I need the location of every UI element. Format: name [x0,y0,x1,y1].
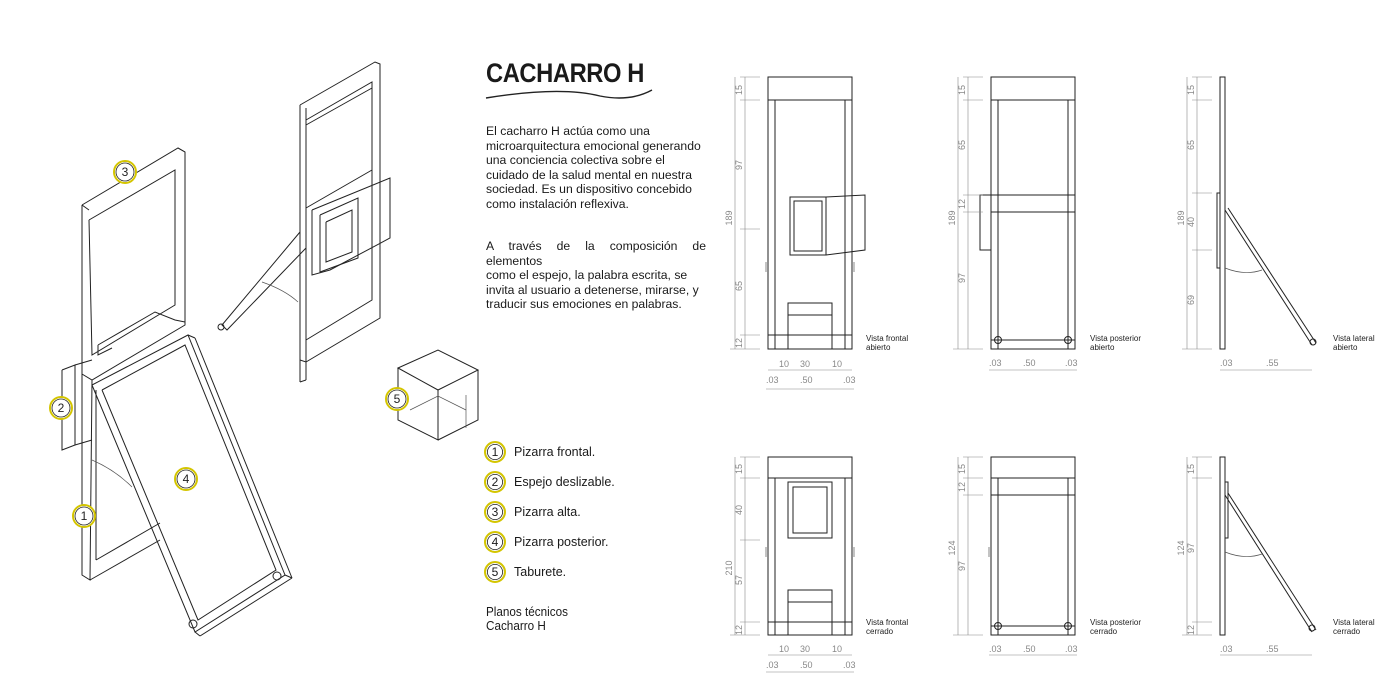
view-front-closed [766,457,854,635]
title-underline [486,90,652,98]
dim-bc-2: 124 [947,540,957,556]
dim-bc-3: 97 [957,560,967,572]
dims-back-closed [947,457,1141,655]
dim-fc-3: 57 [734,574,744,586]
label-bc-2: cerrado [1090,627,1118,636]
view-back-closed [989,457,1075,635]
planos-line-1: Planos técnicos [486,604,568,619]
view-front-open [766,77,865,349]
callout-3-text: 3 [121,165,129,179]
p1-line: microarquitectura emocional generando [486,138,701,153]
assembly-open-iso [62,148,292,636]
description-paragraph-1 [486,124,706,212]
dim-fc-4: 12 [734,624,744,636]
dims-side-closed [1176,457,1375,655]
p2-line: invita al usuario a detenerse, mirarse, y [486,282,699,297]
p1-line: cuidado de la salud mental en nuestra [486,167,692,182]
dim-sc-3: 12 [1186,624,1196,636]
dims-front-open [724,77,908,389]
dim-so-0: 15 [1186,84,1196,96]
p1-line: como instalación reflexiva. [486,196,629,211]
p2-line: A través de la composición de elementos [486,239,706,268]
callout-4-text: 4 [182,472,190,486]
dim-so-h1: .55 [1266,358,1279,368]
callout-5-text: 5 [393,392,401,406]
dim-fc-h2: 10 [832,644,843,654]
dim-fo-2: 189 [724,210,734,226]
dim-fo-b0: .03 [766,375,779,385]
dim-bo-2: 12 [957,198,967,210]
planos-caption [486,605,568,633]
callout-1-text: 1 [80,509,88,523]
dim-sc-h1: .55 [1266,644,1279,654]
stool-iso [398,350,478,440]
page-title: CACHARRO H [486,58,644,88]
label-fc-1: Vista frontal [866,618,909,627]
dim-fo-4: 12 [734,337,744,349]
legend-label-2: Espejo deslizable. [514,475,615,489]
label-fo-1: Vista frontal [866,334,909,343]
legend-label-4: Pizarra posterior. [514,535,609,549]
legend-number-3: 3 [484,501,506,523]
label-fo-2: abierto [866,343,891,352]
callout-2 [50,397,72,419]
callout-5 [386,388,408,410]
label-sc-1: Vista lateral [1333,618,1375,627]
legend-number-1: 1 [484,441,506,463]
legend [484,440,684,590]
p1-line: El cacharro H actúa como una [486,124,650,138]
callout-2-text: 2 [57,401,65,415]
label-sc-2: cerrado [1333,627,1361,636]
legend-label-5: Taburete. [514,565,567,579]
dim-so-3: 40 [1186,216,1196,228]
dim-bo-0: 15 [957,84,967,96]
dim-sc-2: 97 [1186,542,1196,554]
view-side-open [1217,77,1316,349]
dim-fc-1: 40 [734,504,744,516]
dim-fo-3: 65 [734,280,744,292]
dim-fo-0: 15 [734,84,744,96]
dim-fo-b2: .03 [843,375,856,385]
dim-fo-h0: 10 [779,359,790,369]
dim-sc-h0: .03 [1220,644,1233,654]
dim-fc-b0: .03 [766,660,779,670]
dim-fc-2: 210 [724,560,734,576]
dim-bc-h1: .50 [1023,644,1036,654]
legend-number-4: 4 [484,531,506,553]
label-bo-2: abierto [1090,343,1115,352]
legend-number-2: 2 [484,471,506,493]
legend-item-5 [484,560,566,584]
planos-line-2: Cacharro H [486,618,546,633]
assembly-back-iso [218,62,390,382]
callout-3 [114,161,136,183]
dim-fc-b1: .50 [800,660,813,670]
dims-side-open [1176,77,1375,370]
dim-fc-h1: 30 [800,644,811,654]
dim-fo-h2: 10 [832,359,843,369]
dim-fo-1: 97 [734,159,744,171]
dim-so-1: 65 [1186,139,1196,151]
p2-line: traducir sus emociones en palabras. [486,297,682,312]
dim-bo-h1: .50 [1023,358,1036,368]
dim-bo-4: 97 [957,272,967,284]
label-so-1: Vista lateral [1333,334,1375,343]
p1-line: sociedad. Es un dispositivo concebido [486,182,692,197]
description-paragraph-2 [486,239,706,312]
dim-bo-h2: .03 [1065,358,1078,368]
legend-number-5: 5 [484,561,506,583]
legend-label-1: Pizarra frontal. [514,445,596,459]
dim-fo-b1: .50 [800,375,813,385]
legend-item-3 [484,500,581,524]
dim-bo-1: 65 [957,139,967,151]
callout-4 [175,468,197,490]
dim-bc-1: 12 [957,481,967,493]
view-side-closed [1220,457,1316,635]
dim-so-4: 69 [1186,294,1196,306]
dim-so-h0: .03 [1220,358,1233,368]
view-back-open [980,77,1075,349]
p2-line: como el espejo, la palabra escrita, se [486,268,688,283]
label-bc-1: Vista posterior [1090,618,1141,627]
dim-bc-h2: .03 [1065,644,1078,654]
dim-fc-b2: .03 [843,660,856,670]
legend-item-2 [484,470,615,494]
dim-sc-0: 15 [1186,463,1196,475]
label-so-2: abierto [1333,343,1358,352]
dim-bo-h0: .03 [989,358,1002,368]
dim-bc-0: 15 [957,463,967,475]
dim-fc-h0: 10 [779,644,790,654]
p1-line: una conciencia colectiva sobre el [486,153,665,168]
dims-front-closed [724,457,908,672]
dim-bc-h0: .03 [989,644,1002,654]
callout-1 [73,505,95,527]
label-bo-1: Vista posterior [1090,334,1141,343]
legend-item-1 [484,440,595,464]
dims-back-open [947,77,1141,370]
dim-sc-1: 124 [1176,540,1186,556]
dim-bo-3: 189 [947,210,957,226]
legend-item-4 [484,530,608,554]
dim-fc-0: 15 [734,463,744,475]
dim-so-2: 189 [1176,210,1186,226]
label-fc-2: cerrado [866,627,894,636]
dim-fo-h1: 30 [800,359,811,369]
legend-label-3: Pizarra alta. [514,505,581,519]
